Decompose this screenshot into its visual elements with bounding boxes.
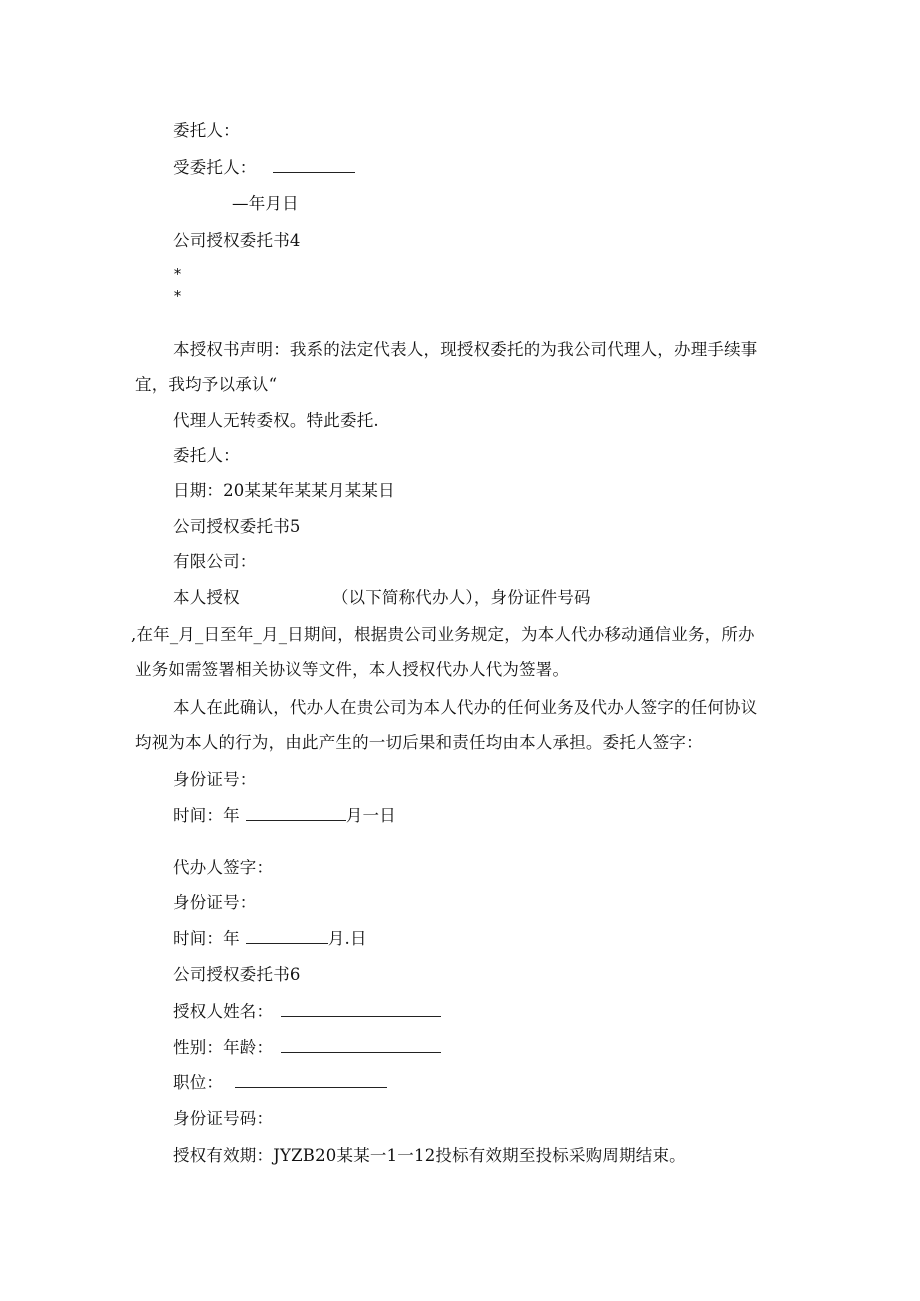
time-blank-1 [246, 806, 346, 821]
trustee-blank [273, 158, 355, 173]
principal-label: 委托人： [173, 121, 240, 140]
position-line [173, 1072, 387, 1094]
paragraph-4-line-1: 本授权书声明：我系的法定代表人，现授权委托的为我公司代理人，办理手续事 [173, 340, 758, 359]
authorize-text: 本人授权 [173, 588, 240, 607]
paragraph-4-line-2: 宜，我均予以承认“ [135, 375, 278, 394]
authorize-continued: （以下简称代办人），身份证件号码 [331, 588, 591, 607]
position-label: 职位： [173, 1073, 224, 1092]
position-blank [235, 1073, 387, 1088]
time-suffix-1: 月一日 [345, 806, 396, 825]
agent-signature-label: 代办人签字： [173, 858, 274, 877]
section-title-5: 公司授权委托书5 [173, 517, 301, 536]
id-number-label-2: 身份证号： [173, 893, 257, 912]
date-line: —年月日 [232, 194, 299, 213]
paragraph-4-line-3: 代理人无转委权。特此委托. [173, 411, 379, 430]
time-blank-2 [246, 929, 328, 944]
gender-age-label: 性别：年龄： [173, 1038, 274, 1057]
validity-period: 授权有效期：JYZB20某某一1一12投标有效期至投标采购周期结束。 [173, 1146, 686, 1165]
section-title-6: 公司授权委托书6 [173, 965, 301, 984]
id-number-label-1: 身份证号： [173, 770, 257, 789]
grantor-name-label: 授权人姓名： [173, 1002, 274, 1021]
paragraph-5-line-2: 业务如需签署相关协议等文件，本人授权代办人代为签署。 [135, 660, 570, 679]
time-suffix-2: 月.日 [327, 929, 367, 948]
gender-age-blank [281, 1038, 441, 1053]
paragraph-5-line-3: 本人在此确认，代办人在贵公司为本人代办的任何业务及代办人签字的任何协议 [173, 698, 758, 717]
grantor-name-line [173, 1001, 441, 1023]
section-title-4: 公司授权委托书4 [173, 231, 301, 250]
time-line-1 [173, 805, 396, 827]
asterisk-1: * [173, 265, 183, 283]
paragraph-5-line-1: ,在年_月_日至年_月_日期间，根据贵公司业务规定，为本人代办移动通信业务，所办 [131, 625, 755, 644]
authorize-line [173, 587, 591, 609]
paragraph-5-line-4: 均视为本人的行为，由此产生的一切后果和责任均由本人承担。委托人签字： [135, 733, 703, 752]
company-salutation: 有限公司： [173, 552, 257, 571]
date-value: 日期：20某某年某某月某某日 [173, 481, 395, 500]
grantor-name-blank [281, 1002, 441, 1017]
gender-age-line [173, 1037, 441, 1059]
trustee-line [173, 157, 355, 179]
trustee-label: 受委托人： [173, 158, 257, 177]
time-label-2: 时间：年 [173, 929, 240, 948]
time-label-1: 时间：年 [173, 806, 240, 825]
asterisk-2: * [173, 287, 183, 305]
time-line-2 [173, 928, 367, 950]
principal-label-2: 委托人： [173, 446, 240, 465]
id-number-label-3: 身份证号码： [173, 1109, 274, 1128]
